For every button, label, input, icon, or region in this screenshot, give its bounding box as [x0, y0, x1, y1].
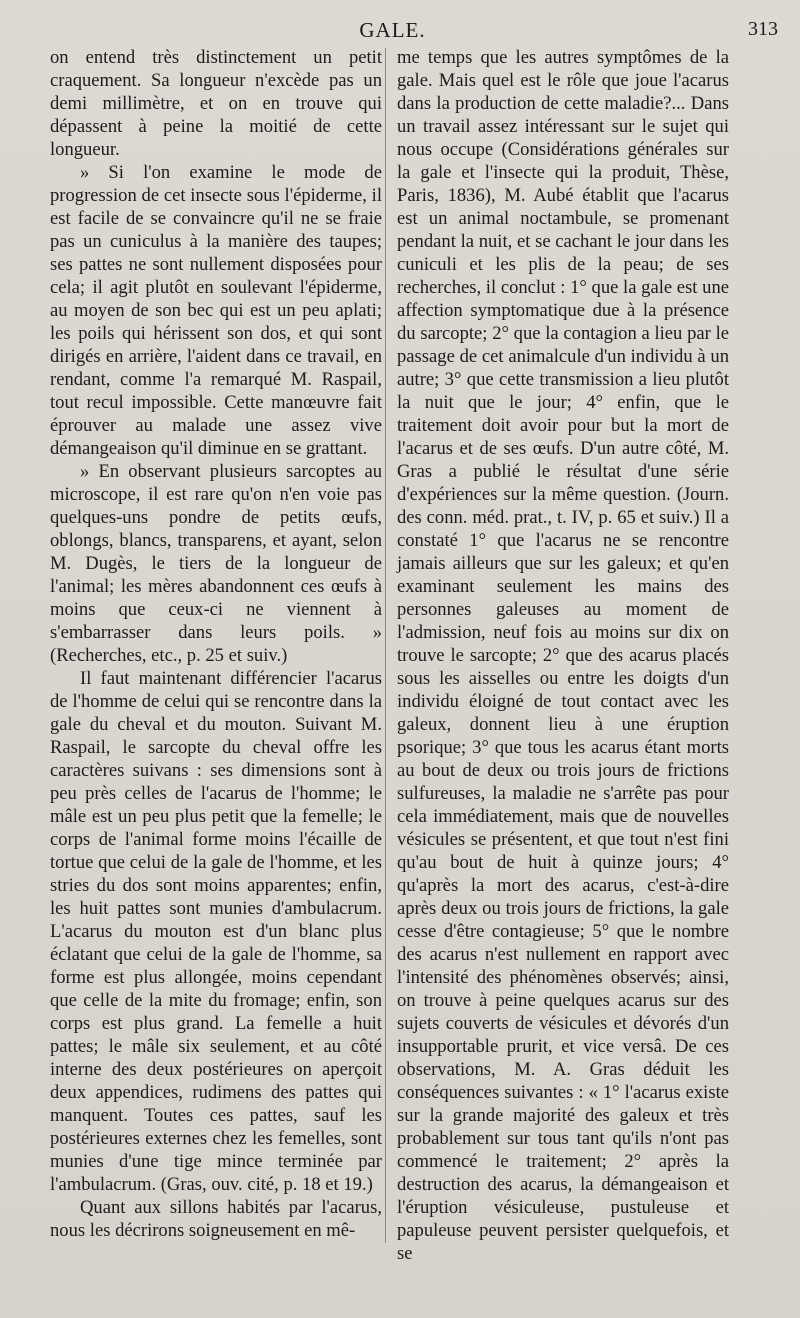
right-column	[397, 46, 729, 1265]
column-divider	[385, 48, 386, 1243]
paragraph: » Si l'on examine le mode de progression de cet insecte sous l'épiderme, il est facile de se convaincre qu'il ne se fraie pas un cuniculus à la manière des taupes; ses pattes ne sont nullement disposées pour cela; il agit plutôt en soulevant l'épiderme, au moyen de son bec qui est un peu aplati; les poils qui hérissent son dos, et qui sont dirigés en arrière, l'aident dans ce travail, en rendant, comme l'a remarqué M. Raspail, tout recul impossible. Cette manœuvre fait éprouver au malade une assez vive démangeaison qu'il diminue en se grattant.	[50, 162, 382, 459]
page-number: 313	[748, 18, 778, 40]
running-head	[0, 18, 800, 48]
paragraph: » En observant plusieurs sarcoptes au microscope, il est rare qu'on n'en voie pas quelques-uns pondre de petits œufs, oblongs, blancs, transparens, et ayant, selon M. Dugès, le tiers de la longueur de l'animal; les mères abandonnent ces œufs à moins que ceux-ci ne viennent à s'embarrasser dans leurs poils. » (Recherches, etc., p. 25 et suiv.)	[50, 461, 382, 666]
left-column	[50, 46, 382, 1242]
paragraph: Il faut maintenant différencier l'acarus de l'homme de celui qui se rencontre dans la gale du cheval et du mouton. Suivant M. Raspail, le sarcopte du cheval offre les caractères suivans : ses dimensions sont à peu près celles de l'acarus de l'homme; le mâle est un peu plus petit que la femelle; le corps de l'animal forme moins l'écaille de tortue que celui de la gale de l'homme, et les stries du dos sont moins apparentes; enfin, les huit pattes sont munies d'ambulacrum. L'acarus du mouton est d'un blanc plus éclatant que celui de la gale de l'homme, sa forme est plus allongée, moins cependant que celle de la mite du fromage; enfin, son corps est plus grand. La femelle a huit pattes; le mâle six seulement, et au côté interne des deux postérieures on aperçoit deux appendices, rudimens des pattes qui manquent. Toutes ces pattes, sauf les postérieures externes chez les femelles, sont munies d'une tige mince terminée par l'ambulacrum. (Gras, ouv. cité, p. 18 et 19.)	[50, 668, 382, 1195]
paragraph: Quant aux sillons habités par l'acarus, nous les décrirons soigneusement en mê-	[50, 1197, 382, 1241]
page-title: GALE.	[359, 18, 426, 42]
paragraph: on entend très distinctement un petit craquement. Sa longueur n'excède pas un demi millimètre, et on en trouve qui dépassent à peine la moitié de cette longueur.	[50, 47, 382, 160]
paragraph: me temps que les autres symptômes de la gale. Mais quel est le rôle que joue l'acarus dans la production de cette maladie?... Dans un travail assez intéressant sur le sujet qui nous occupe (Considérations générales sur la gale et l'insecte qui la produit, Thèse, Paris, 1836), M. Aubé établit que l'acarus est un animal noctambule, se promenant pendant la nuit, et se cachant le jour dans les cuniculi et les plis de la peau; de ses recherches, il conclut : 1° que la gale est une affection symptomatique due à la présence du sarcopte; 2° que la contagion a lieu par le passage de cet animalcule d'un individu à un autre; 3° que cette transmission a lieu plutôt la nuit que le jour; 4° enfin, que le traitement doit avoir pour but la mort de l'acarus et de ses œufs. D'un autre côté, M. Gras a publié le résultat d'une série d'expériences sur la même question. (Journ. des conn. méd. prat., t. IV, p. 65 et suiv.) Il a constaté 1° que l'acarus ne se rencontre jamais ailleurs que sur les galeux; et qu'en examinant seulement les mains des personnes galeuses au moment de l'admission, neuf fois au moins sur dix on trouve le sarcopte; 2° que des acarus placés sous les aisselles ou entre les doigts d'un individu éloigné de tout contact avec les galeux, donnent lieu à une éruption psorique; 3° que tous les acarus étant morts au bout de deux ou trois jours de frictions sulfureuses, la maladie ne s'arrête pas pour cela immédiatement, mais que de nouvelles vésicules se présentent, et que tout n'est fini qu'au bout de huit à quinze jours; 4° qu'après la mort des acarus, c'est-à-dire après deux ou trois jours de frictions, la gale cesse d'être contagieuse; 5° que le nombre des acarus n'est nullement en rapport avec l'intensité des phénomènes observés; ainsi, on trouve à peine quelques acarus sur des sujets couverts de vésicules et dévorés d'un insupportable prurit, et vice versâ. De ces observations, M. A. Gras déduit les conséquences suivantes : « 1° l'acarus existe sur la grande majorité des galeux et très probablement sur tous tant qu'ils n'ont pas commencé le traitement; 2° après la destruction des acarus, la démangeaison et l'éruption vésiculeuse, pustuleuse et papuleuse peuvent persister quelquefois, et se	[397, 47, 729, 1264]
